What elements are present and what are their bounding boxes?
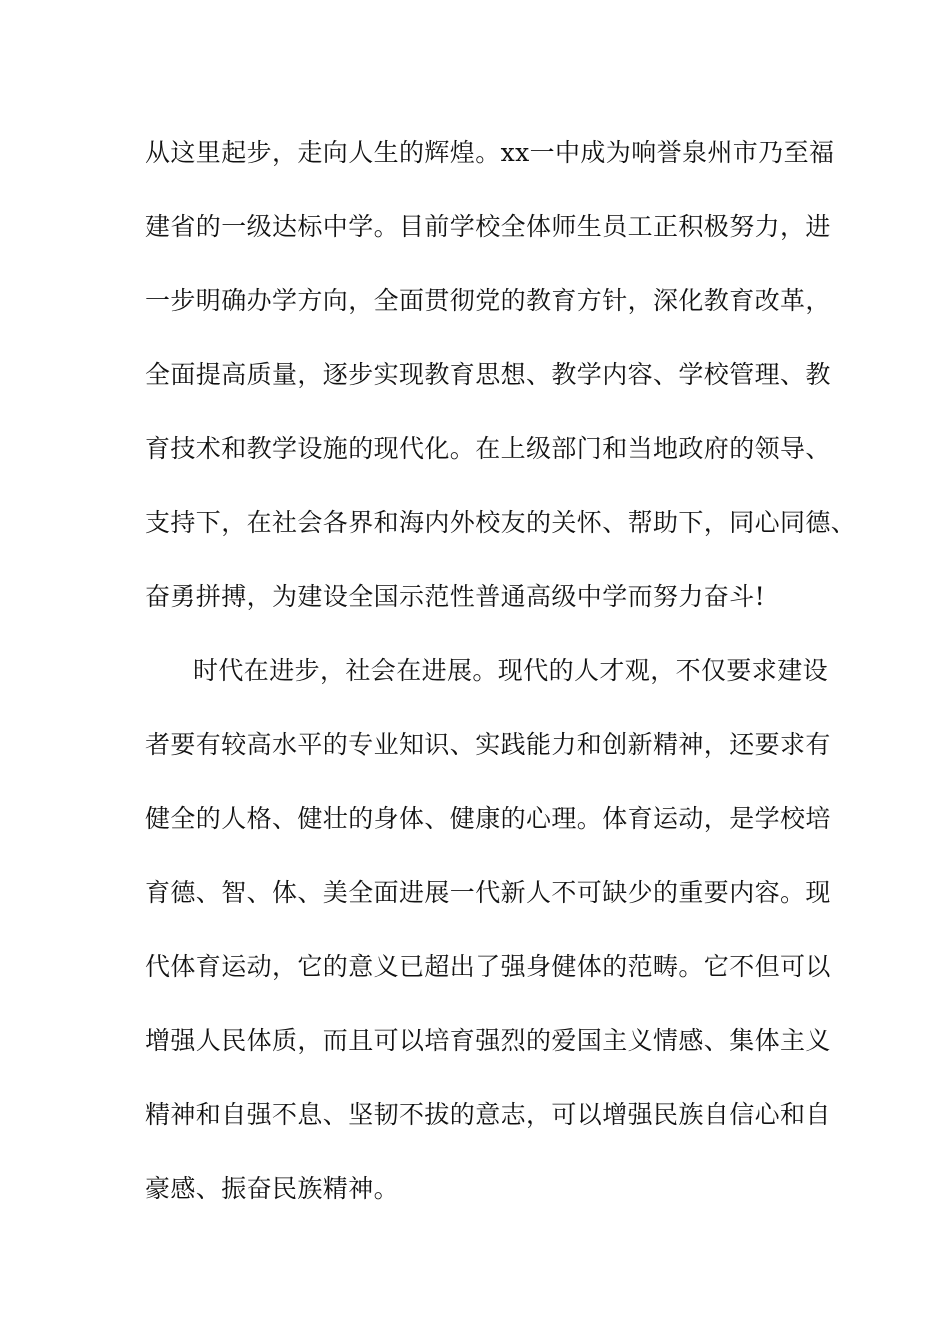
- text-line: 奋勇拼搏，为建设全国示范性普通高级中学而努力奋斗!: [145, 582, 766, 611]
- paragraph-2: [145, 646, 831, 1238]
- text-line: 全面提高质量，逐步实现教育思想、教学内容、学校管理、教: [145, 360, 831, 389]
- text-line: 支持下，在社会各界和海内外校友的关怀、帮助下，同心同德、: [145, 508, 857, 537]
- text-line: 豪感、振奋民族精神。: [145, 1174, 400, 1203]
- text-line: 建省的一级达标中学。目前学校全体师生员工正积极努力，进: [145, 212, 831, 241]
- document-body: [145, 128, 857, 1238]
- text-line: 育技术和教学设施的现代化。在上级部门和当地政府的领导、: [145, 434, 831, 463]
- text-line: 育德、智、体、美全面进展一代新人不可缺少的重要内容。现: [145, 878, 831, 907]
- text-line: 增强人民体质，而且可以培育强烈的爱国主义情感、集体主义: [145, 1026, 831, 1055]
- text-line-indented: 时代在进步，社会在进展。现代的人才观，不仅要求建设: [193, 656, 829, 685]
- text-line: 代体育运动，它的意义已超出了强身健体的范畴。它不但可以: [145, 952, 831, 981]
- text-line: 者要有较高水平的专业知识、实践能力和创新精神，还要求有: [145, 730, 831, 759]
- text-line: 一步明确办学方向，全面贯彻党的教育方针，深化教育改革，: [145, 286, 831, 315]
- text-line: 健全的人格、健壮的身体、健康的心理。体育运动，是学校培: [145, 804, 831, 833]
- paragraph-1: [145, 128, 857, 646]
- text-line: 精神和自强不息、坚韧不拔的意志，可以增强民族自信心和自: [145, 1100, 831, 1129]
- text-line: 从这里起步，走向人生的辉煌。xx一中成为响誉泉州市乃至福: [145, 138, 835, 167]
